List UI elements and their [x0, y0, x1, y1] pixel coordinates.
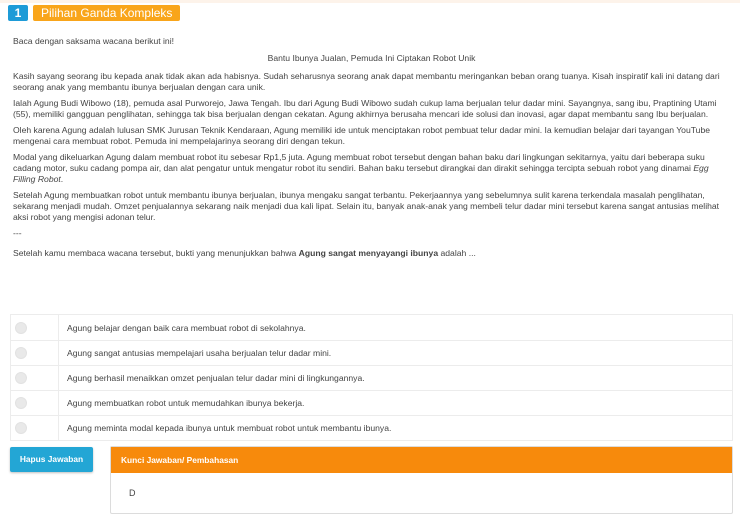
- passage-paragraph: Setelah Agung membuatkan robot untuk membantu ibunya berjualan, ibunya mengaku sangat terbantu. Pekerjaannya yang sebelumnya sulit karena terkendala masalah penglihatan, sekarang menjadi mudah. Omzet penjualannya sekarang naik menjadi dua kali lipat. Selain itu, banyak anak-anak yang membeli telur dadar mini tersebut karena sangat antusias melihat aksi robot yang mengisi adonan telur.: [13, 190, 720, 222]
- option-radio-cell: [11, 315, 59, 340]
- clear-answer-button[interactable]: Hapus Jawaban: [10, 447, 93, 472]
- radio-button[interactable]: [15, 322, 27, 334]
- option-b[interactable]: [11, 340, 732, 365]
- option-c[interactable]: [11, 365, 732, 390]
- option-radio-cell: [11, 416, 59, 440]
- passage-paragraph: Oleh karena Agung adalah lulusan SMK Jurusan Teknik Kendaraan, Agung memiliki ide untuk menciptakan robot pembuat telur dadar mini. Ia kemudian belajar dari tayangan YouTube mengenai cara membuat robot. Pemuda ini mempelajarinya seorang diri dengan tekun.: [13, 125, 711, 146]
- option-radio-cell: [11, 391, 59, 415]
- question-type-badge: Pilihan Ganda Kompleks: [33, 5, 180, 21]
- option-label[interactable]: Agung sangat antusias mempelajari usaha berjualan telur dadar mini.: [67, 348, 332, 358]
- option-label[interactable]: Agung belajar dengan baik cara membuat robot di sekolahnya.: [67, 322, 306, 333]
- passage-paragraph: Kasih sayang seorang ibu kepada anak tidak akan ada habisnya. Sudah seharusnya seorang anak dapat membantu meringankan beban orang tuanya. Kisah inspiratif kali ini datang dari seorang anak yang membantu ibunya berjualan dengan cara unik.: [13, 71, 720, 92]
- passage-paragraph-text: Modal yang dikeluarkan Agung dalam membuat robot itu sebesar Rp1,5 juta. Agung membuat robot tersebut dengan bahan baku dari lingkungan sekitarnya, yaitu dari beberapa suku cadang motor, suku cadang pompa air, dan alat pengatur untuk mengatur robot itu sendiri. Bahan baku tersebut dirangkai dan dirakit sehingga tercipta sebuah robot yang dinamai: [13, 152, 705, 173]
- separator: ---: [13, 228, 22, 238]
- prompt-start: Setelah kamu membaca wacana tersebut, bukti yang menunjukkan bahwa: [13, 248, 299, 258]
- passage-instruction: Baca dengan saksama wacana berikut ini!: [13, 36, 174, 46]
- prompt-end: adalah ...: [438, 248, 476, 258]
- question-number-badge: 1: [8, 5, 28, 21]
- option-label[interactable]: Agung meminta modal kepada ibunya untuk membuat robot untuk membantu ibunya.: [67, 423, 392, 433]
- option-d[interactable]: [11, 390, 732, 415]
- top-strip: [0, 0, 740, 3]
- option-label[interactable]: Agung membuatkan robot untuk memudahkan ibunya bekerja.: [67, 398, 305, 408]
- robot-name: Egg Filling Robot: [13, 163, 709, 184]
- passage-title: Bantu Ibunya Jualan, Pemuda Ini Ciptakan Robot Unik: [267, 53, 476, 63]
- option-e[interactable]: [11, 415, 732, 440]
- answer-options: [10, 314, 733, 441]
- passage: [13, 36, 730, 264]
- radio-button[interactable]: [15, 372, 27, 384]
- option-radio-cell: [11, 366, 59, 390]
- answer-key-panel: [110, 446, 733, 514]
- passage-paragraph: Ialah Agung Budi Wibowo (18), pemuda asal Purworejo, Jawa Tengah. Ibu dari Agung Budi Wibowo sudah cukup lama berjualan telur dadar mini. Sayangnya, sang ibu, Praptining Utami (55), memiliki gangguan penglihatan, sehingga tak bisa berjualan dengan cekatan. Agung akhirnya berusaha mencari ide solusi dan inovasi, agar dapat membantu sang Ibu berjualan.: [13, 98, 717, 119]
- question-prompt: [13, 248, 730, 259]
- question-header: [8, 5, 180, 21]
- option-label[interactable]: Agung berhasil menaikkan omzet penjualan telur dadar mini di lingkungannya.: [67, 373, 365, 383]
- passage-paragraph: [13, 152, 730, 185]
- answer-key-value: D: [129, 488, 136, 498]
- option-a[interactable]: [11, 315, 732, 340]
- passage-paragraph-end: .: [60, 174, 64, 184]
- radio-button[interactable]: [15, 422, 27, 434]
- answer-key-header[interactable]: Kunci Jawaban/ Pembahasan: [111, 447, 732, 473]
- option-radio-cell: [11, 341, 59, 365]
- radio-button[interactable]: [15, 397, 27, 409]
- radio-button[interactable]: [15, 347, 27, 359]
- prompt-bold: Agung sangat menyayangi ibunya: [298, 248, 439, 258]
